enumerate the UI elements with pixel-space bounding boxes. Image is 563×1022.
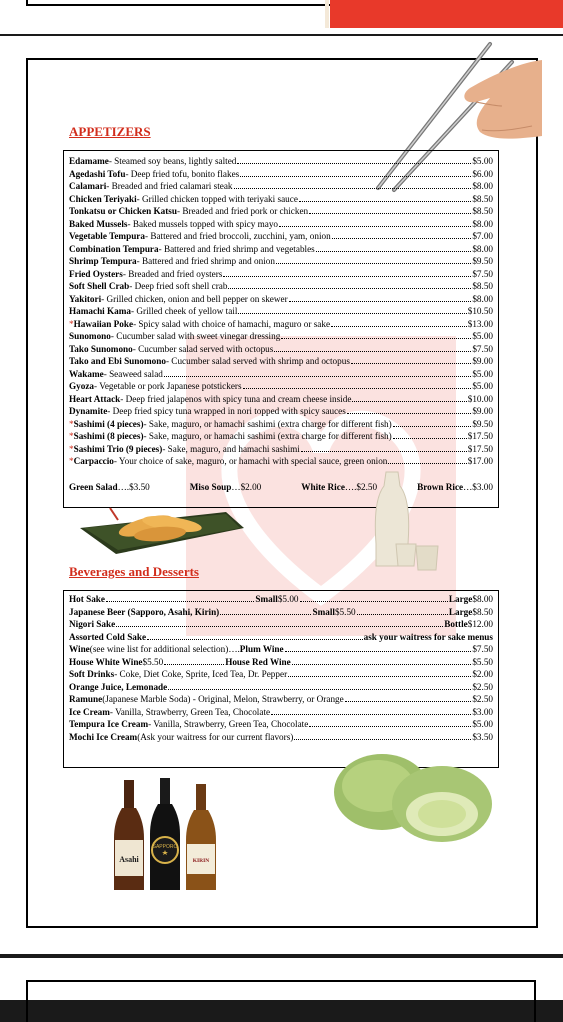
appetizer-price: $8.00 bbox=[472, 218, 493, 229]
appetizer-description: - Breaded and fried oysters bbox=[122, 268, 223, 279]
appetizer-description: - Grilled cheek of yellow tail bbox=[131, 306, 238, 316]
appetizer-name: Sunomono bbox=[69, 331, 111, 341]
appetizer-name: Vegetable Tempura bbox=[69, 231, 145, 241]
dot-leader bbox=[238, 306, 466, 314]
appetizer-row bbox=[69, 368, 493, 381]
ice-cream-row: Ice Cream - Vanilla, Strawberry, Green Tea, Chocolate $3.00 bbox=[69, 706, 493, 717]
dot-leader bbox=[276, 256, 471, 264]
appetizer-price: $17.00 bbox=[467, 456, 493, 466]
special-star-icon: * bbox=[69, 431, 74, 441]
appetizer-description: - Grilled chicken, onion and bell pepper on skewer bbox=[101, 293, 288, 304]
dot-leader bbox=[393, 419, 472, 427]
appetizer-name: Yakitori bbox=[69, 293, 102, 304]
appetizer-description: - Battered and fried shrimp and onion bbox=[136, 256, 275, 266]
appetizer-row bbox=[69, 280, 493, 293]
beverages-title: Beverages and Desserts bbox=[69, 564, 199, 579]
special-star-icon: * bbox=[69, 318, 74, 329]
appetizer-row bbox=[69, 255, 493, 268]
special-star-icon: * bbox=[69, 418, 74, 429]
appetizer-list bbox=[69, 155, 493, 468]
appetizers-title: APPETIZERS bbox=[69, 124, 151, 139]
appetizer-row bbox=[69, 405, 493, 418]
appetizer-price: $6.00 bbox=[472, 168, 493, 179]
dot-leader bbox=[332, 231, 472, 239]
dot-leader bbox=[279, 219, 471, 227]
appetizer-description: - Sake, maguro, or hamachi sashimi (extra charge for different fish) bbox=[143, 418, 392, 429]
appetizer-price: $10.50 bbox=[467, 306, 493, 316]
appetizer-description: - Deep fried soft shell crab bbox=[129, 281, 228, 291]
appetizer-row bbox=[69, 318, 493, 331]
appetizer-name: Tako Sunomono bbox=[69, 343, 133, 354]
appetizer-description: - Seaweed salad bbox=[103, 368, 163, 379]
appetizer-row bbox=[69, 380, 493, 393]
appetizer-name: Heart Attack bbox=[69, 393, 121, 404]
appetizer-name: Hawaiian Poke bbox=[73, 318, 134, 329]
orange-juice-row: Orange Juice, Lemonade $2.50 bbox=[69, 681, 493, 692]
appetizer-description: - Vegetable or pork Japanese potstickers bbox=[94, 381, 242, 391]
appetizer-row bbox=[69, 180, 493, 193]
dot-leader bbox=[234, 181, 472, 189]
appetizer-price: $13.00 bbox=[467, 318, 493, 329]
beer-bottles-image bbox=[112, 778, 222, 894]
appetizer-price: $8.00 bbox=[472, 243, 493, 254]
special-star-icon: * bbox=[69, 456, 74, 466]
appetizer-price: $7.50 bbox=[472, 343, 493, 354]
dot-leader bbox=[237, 156, 471, 164]
appetizer-price: $7.00 bbox=[472, 231, 493, 241]
appetizer-name: Wakame bbox=[69, 368, 104, 379]
appetizer-description: - Your choice of sake, maguro, or hamachi with special sauce, green onion bbox=[113, 456, 388, 466]
appetizer-row bbox=[69, 193, 493, 206]
appetizer-description: - Cucumber salad with sweet vinegar dressing bbox=[110, 331, 281, 341]
appetizer-row bbox=[69, 305, 493, 318]
appetizer-row bbox=[69, 168, 493, 181]
dot-leader bbox=[309, 206, 471, 214]
appetizer-name: Tako and Ebi Sunomono bbox=[69, 356, 166, 366]
appetizer-price: $17.50 bbox=[467, 431, 493, 441]
dot-leader bbox=[393, 431, 467, 439]
miso-soup-item: Miso Soup…$2.00 bbox=[189, 482, 262, 492]
appetizer-row bbox=[69, 343, 493, 356]
dot-leader bbox=[289, 294, 472, 302]
sake-set-image bbox=[368, 466, 444, 578]
appetizer-price: $5.00 bbox=[472, 381, 493, 391]
dot-leader bbox=[281, 331, 471, 339]
dot-leader bbox=[316, 244, 472, 252]
appetizer-price: $5.00 bbox=[472, 368, 493, 379]
house-wine-row: House White Wine $5.50 House Red Wine $5.50 bbox=[69, 656, 493, 667]
nigori-sake-row: Nigori Sake Bottle $12.00 bbox=[69, 619, 493, 629]
soft-drinks-row: Soft Drinks - Coke, Diet Coke, Sprite, Iced Tea, Dr. Pepper $2.00 bbox=[69, 669, 493, 679]
appetizer-row bbox=[69, 155, 493, 168]
cold-sake-row: Assorted Cold Sake ask your waitress for sake menus bbox=[69, 631, 493, 642]
appetizer-row bbox=[69, 293, 493, 306]
dot-leader bbox=[274, 344, 471, 352]
dot-leader bbox=[299, 194, 471, 202]
appetizer-row bbox=[69, 418, 493, 431]
appetizer-name: Sashimi (8 pieces) bbox=[73, 431, 144, 441]
appetizer-price: $5.00 bbox=[472, 156, 493, 166]
appetizer-description: - Deep fried jalapenos with spicy tuna and cream cheese inside bbox=[120, 393, 352, 404]
beer-label-kirin: KIRIN bbox=[192, 858, 210, 864]
appetizer-description: - Steamed soy beans, lightly salted bbox=[108, 156, 237, 166]
appetizer-description: - Battered and fried shrimp and vegetables bbox=[158, 243, 315, 254]
wine-row: Wine (see wine list for additional selection) …. Plum Wine $7.50 bbox=[69, 644, 493, 654]
appetizer-description: - Deep fried spicy tuna wrapped in nori topped with spicy sauces bbox=[107, 406, 346, 416]
appetizer-name: Agedashi Tofu bbox=[69, 168, 126, 179]
appetizer-price: $9.50 bbox=[472, 418, 493, 429]
appetizer-description: - Baked mussels topped with spicy mayo bbox=[127, 218, 279, 229]
appetizer-description: - Grilled chicken topped with teriyaki sauce bbox=[136, 193, 298, 204]
appetizer-name: Tonkatsu or Chicken Katsu bbox=[69, 206, 177, 216]
appetizer-price: $9.00 bbox=[472, 356, 493, 366]
shrimp-tempura-image bbox=[76, 498, 246, 560]
appetizer-name: Baked Mussels bbox=[69, 218, 128, 229]
previous-page-edge bbox=[325, 0, 329, 28]
appetizer-description: - Breaded and fried calamari steak bbox=[106, 181, 233, 191]
previous-page-red-block bbox=[330, 0, 563, 28]
dot-leader bbox=[331, 319, 467, 327]
dot-leader bbox=[352, 394, 466, 402]
brown-rice-item: Brown Rice…$3.00 bbox=[417, 482, 493, 492]
beverage-list bbox=[69, 593, 493, 743]
mochi-image bbox=[330, 742, 500, 852]
green-salad-item: Green Salad….$3.50 bbox=[69, 482, 150, 492]
appetizer-name: Soft Shell Crab bbox=[69, 281, 130, 291]
appetizer-name: Sashimi Trio (9 pieces) bbox=[73, 443, 163, 454]
appetizer-row bbox=[69, 430, 493, 443]
japanese-beer-row: Japanese Beer (Sapporo, Asahi, Kirin) Small $5.50 Large $8.50 bbox=[69, 606, 494, 617]
appetizer-price: $9.00 bbox=[472, 406, 493, 416]
dot-leader bbox=[347, 406, 471, 414]
appetizer-description: - Battered and fried broccoli, zucchini, yam, onion bbox=[144, 231, 331, 241]
appetizer-name: Calamari bbox=[69, 181, 107, 191]
tempura-ice-cream-row: Tempura Ice Cream - Vanilla, Strawberry, Green Tea, Chocolate $5.00 bbox=[69, 719, 493, 729]
appetizer-row bbox=[69, 230, 493, 243]
appetizer-name: Chicken Teriyaki bbox=[69, 193, 137, 204]
appetizer-name: Gyoza bbox=[69, 381, 95, 391]
appetizer-row bbox=[69, 443, 493, 456]
menu-page bbox=[0, 36, 563, 954]
appetizer-row bbox=[69, 355, 493, 368]
appetizer-price: $17.50 bbox=[467, 443, 493, 454]
appetizer-description: - Cucumber salad served with octopus bbox=[132, 343, 274, 354]
hot-sake-row: Hot Sake Small $5.00 Large $8.00 bbox=[69, 594, 494, 604]
next-page-frame bbox=[26, 980, 536, 1022]
appetizer-price: $5.00 bbox=[472, 331, 493, 341]
appetizer-price: $9.50 bbox=[472, 256, 493, 266]
appetizer-description: - Spicy salad with choice of hamachi, maguro or sake bbox=[133, 318, 331, 329]
beer-label-sapporo: SAPPORO bbox=[152, 844, 178, 850]
appetizer-description: - Breaded and fried pork or chicken bbox=[177, 206, 309, 216]
special-star-icon: * bbox=[69, 443, 74, 454]
beer-label-asahi: Asahi bbox=[119, 855, 139, 864]
appetizer-description: - Sake, maguro, and hamachi sashimi bbox=[162, 443, 300, 454]
next-page-strip bbox=[0, 958, 563, 1000]
appetizer-price: $8.50 bbox=[472, 281, 493, 291]
appetizer-description: - Sake, maguro, or hamachi sashimi (extra charge for different fish) bbox=[143, 431, 392, 441]
appetizer-description: - Cucumber salad served with shrimp and octopus bbox=[165, 356, 350, 366]
appetizer-row bbox=[69, 218, 493, 231]
dot-leader bbox=[351, 356, 471, 364]
appetizer-row bbox=[69, 205, 493, 218]
previous-page-strip bbox=[0, 0, 563, 34]
appetizer-price: $8.00 bbox=[472, 181, 493, 191]
dot-leader bbox=[240, 169, 471, 177]
appetizer-name: Combination Tempura bbox=[69, 243, 159, 254]
appetizer-name: Fried Oysters bbox=[69, 268, 123, 279]
ramune-row: Ramune (Japanese Marble Soda) - Original, Melon, Strawberry, or Orange $2.50 bbox=[69, 694, 493, 704]
appetizer-description: - Deep fried tofu, bonito flakes bbox=[125, 168, 240, 179]
dot-leader bbox=[228, 281, 471, 289]
appetizer-row bbox=[69, 243, 493, 256]
appetizer-price: $8.50 bbox=[472, 193, 493, 204]
appetizers-box bbox=[63, 150, 499, 508]
white-rice-item: White Rice….$2.50 bbox=[301, 482, 378, 492]
appetizer-name: Shrimp Tempura bbox=[69, 256, 137, 266]
appetizer-price: $8.50 bbox=[472, 206, 493, 216]
appetizer-name: Carpaccio bbox=[73, 456, 114, 466]
appetizer-name: Edamame bbox=[69, 156, 109, 166]
appetizer-name: Dynamite bbox=[69, 406, 108, 416]
mochi-ice-cream-row: Mochi Ice Cream (Ask your waitress for our current flavors) $3.50 bbox=[69, 731, 493, 742]
appetizer-price: $7.50 bbox=[472, 268, 493, 279]
appetizer-name: Sashimi (4 pieces) bbox=[73, 418, 144, 429]
dot-leader bbox=[243, 381, 472, 389]
dot-leader bbox=[388, 456, 466, 464]
appetizer-price: $10.00 bbox=[467, 393, 493, 404]
appetizer-row bbox=[69, 330, 493, 343]
dot-leader bbox=[301, 444, 467, 452]
appetizer-row bbox=[69, 393, 493, 406]
dot-leader bbox=[223, 269, 471, 277]
appetizer-row bbox=[69, 268, 493, 281]
appetizer-price: $8.00 bbox=[472, 293, 493, 304]
dot-leader bbox=[164, 369, 471, 377]
appetizer-name: Hamachi Kama bbox=[69, 306, 132, 316]
